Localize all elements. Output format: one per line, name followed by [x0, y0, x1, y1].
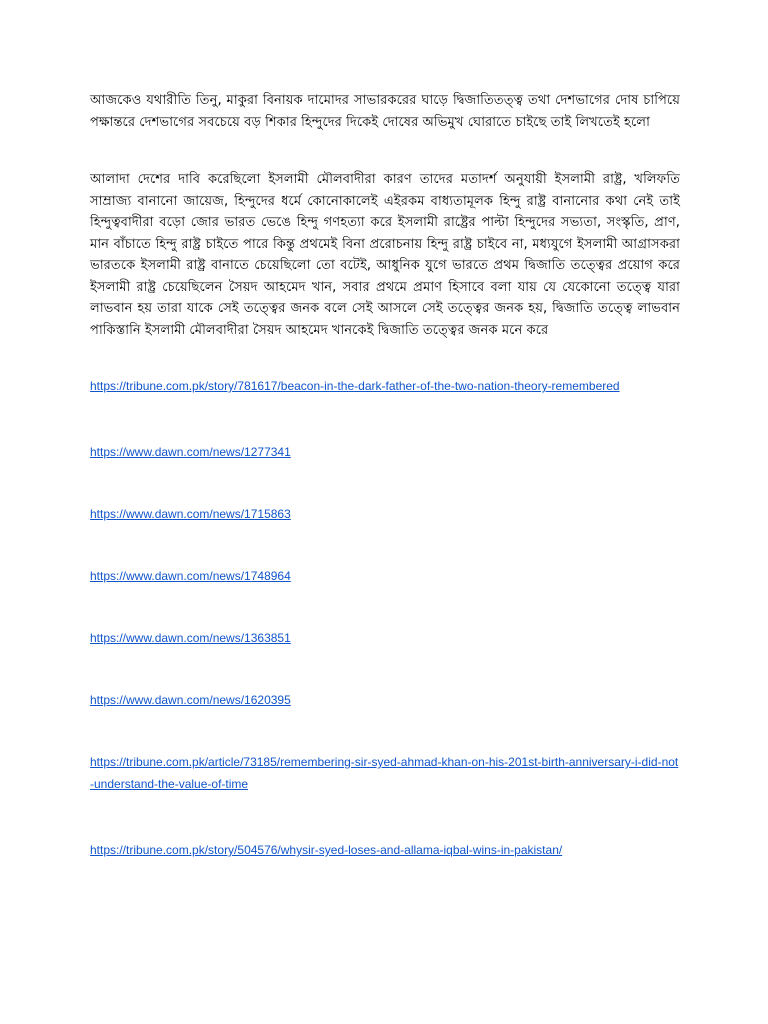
reference-link-dawn-1363851[interactable]: https://www.dawn.com/news/1363851	[90, 631, 291, 645]
intro-paragraph: আজকেও যথারীতি তিনু, মাকুরা বিনায়ক দামোদর সাভারকরের ঘাড়ে দ্বিজাতিতত্ত্ব তথা দেশভাগের দোষ চাপিয়ে পক্ষান্তরে দেশভাগের সবচেয়ে বড় শিকার হিন্দুদের দিকেই দোষের অভিমুখ ঘোরাতে চাইছে তাই লিখতেই হলো	[90, 93, 680, 130]
list-item	[90, 441, 680, 463]
list-item	[90, 565, 680, 587]
reference-link-dawn-1715863[interactable]: https://www.dawn.com/news/1715863	[90, 507, 291, 521]
reference-link-tribune-73185[interactable]: https://tribune.com.pk/article/73185/remembering-sir-syed-ahmad-khan-on-his-201st-birth-anniversary-i-did-not-understand-the-value-of-time	[90, 755, 679, 791]
list-item	[90, 689, 680, 711]
list-item	[90, 839, 680, 861]
list-item	[90, 503, 680, 525]
reference-link-tribune-781617[interactable]: https://tribune.com.pk/story/781617/beacon-in-the-dark-father-of-the-two-nation-theory-remembered	[90, 379, 620, 393]
list-item	[90, 375, 680, 397]
list-item	[90, 751, 680, 795]
document-page	[90, 90, 680, 901]
reference-links-list	[90, 375, 680, 861]
reference-link-dawn-1620395[interactable]: https://www.dawn.com/news/1620395	[90, 693, 291, 707]
reference-link-dawn-1748964[interactable]: https://www.dawn.com/news/1748964	[90, 569, 291, 583]
reference-link-tribune-504576[interactable]: https://tribune.com.pk/story/504576/whysir-syed-loses-and-allama-iqbal-wins-in-pakistan/	[90, 843, 563, 857]
body-paragraph: আলাদা দেশের দাবি করেছিলো ইসলামী মৌলবাদীরা কারণ তাদের মতাদর্শ অনুযায়ী ইসলামী রাষ্ট্র, খলিফতি সাম্রাজ্য বানানো জায়েজ, হিন্দুদের ধর্মে কোনোকালেই এইরকম বাধ্যতামূলক হিন্দু রাষ্ট্র বানানোর কথা নেই তাই হিন্দুত্ববাদীরা বড়ো জোর ভারত ভেঙে হিন্দু গণহত্যা করে ইসলামী রাষ্ট্রের পাল্টা হিন্দুদের সভ্যতা, সংস্কৃতি, প্রাণ, মান বাঁচাতে হিন্দু রাষ্ট্র চাইতে পারে কিন্তু প্রথমেই বিনা প্ররোচনায় হিন্দু রাষ্ট্র চাইবে না, মধ্যযুগে ইসলামী আগ্রাসকরা ভারতকে ইসলামী রাষ্ট্র বানাতে চেয়েছিলো তো বটেই, আধুনিক যুগে ভারতে প্রথম দ্বিজাতি তত্ত্বের প্রয়োগ করে ইসলামী রাষ্ট্র চেয়েছিলেন সৈয়দ আহমেদ খান, সবার প্রথমে প্রমাণ হিসাবে বলা যায় যে যেকোনো তত্ত্বে যারা লাভবান হয় তারা যাকে সেই তত্ত্বের জনক বলে সেই আসলে সেই তত্ত্বের জনক হয়, দ্বিজাতি তত্ত্বে লাভবান পাকিস্তানি ইসলামী মৌলবাদীরা সৈয়দ আহমেদ খানকেই দ্বিজাতি তত্ত্বের জনক মনে করে	[90, 172, 680, 338]
reference-link-dawn-1277341[interactable]: https://www.dawn.com/news/1277341	[90, 445, 291, 459]
list-item	[90, 627, 680, 649]
